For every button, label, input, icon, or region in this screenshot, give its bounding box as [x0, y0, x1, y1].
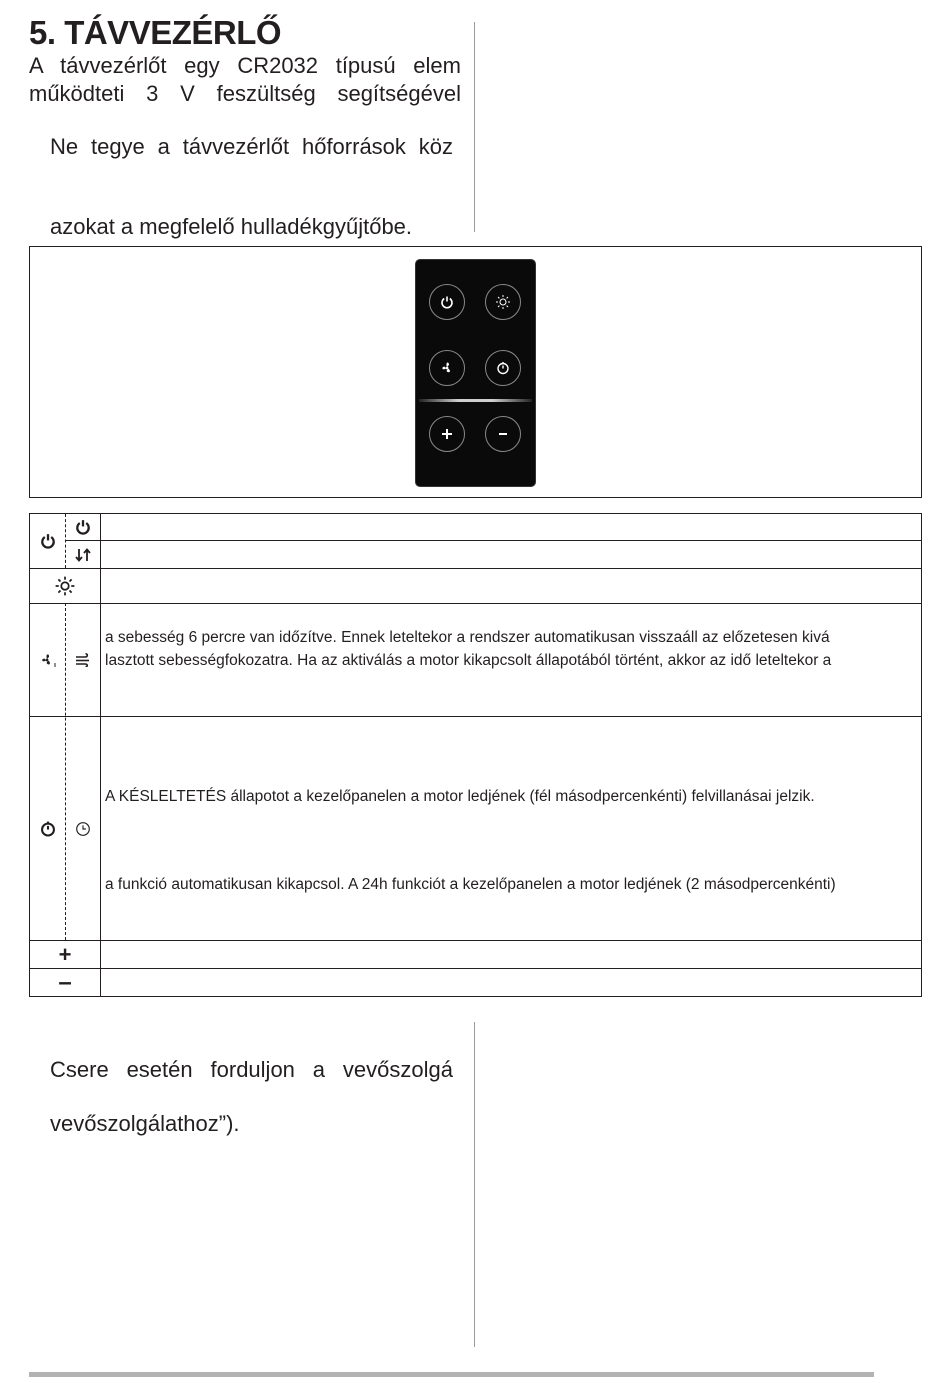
minus-icon: – — [58, 969, 72, 996]
power-icon — [66, 514, 100, 540]
row-divider — [30, 716, 922, 717]
plus-icon: + — [58, 941, 72, 967]
light-icon — [495, 294, 511, 310]
row-divider — [30, 968, 922, 969]
minus-icon — [496, 427, 510, 441]
column-divider — [100, 514, 101, 940]
remote-minus-button — [485, 416, 521, 452]
row-divider — [65, 540, 922, 541]
fan-icon — [439, 360, 455, 376]
intro-line: A távvezérlőt egy CR2032 típusú elem — [29, 53, 461, 78]
remote-light-button — [485, 284, 521, 320]
row-divider — [30, 603, 922, 604]
row-divider — [30, 568, 922, 569]
intensive-text-line: lasztott sebességfokozatra. Ha az aktiválás a motor kikapcsolt állapotából történt, akkor az idő leteltekor a — [105, 652, 832, 669]
remote-timer-button — [485, 350, 521, 386]
intro-paragraph — [29, 52, 461, 108]
service-text-cont: vevőszolgálathoz”). — [50, 1111, 240, 1136]
power-icon — [440, 295, 454, 309]
delay-text-line: a funkció automatikusan kikapcsol. A 24h funkciót a kezelőpanelen a motor ledjének (2 másodpercenkénti) — [105, 876, 836, 893]
intro-line: működteti 3 V feszültség segítségével — [29, 81, 461, 106]
clock-icon — [66, 717, 100, 940]
timer-icon — [496, 361, 510, 375]
footer-rule — [29, 1372, 874, 1377]
remote-control-image — [416, 260, 535, 486]
disposal-text: azokat a megfelelő hulladékgyűjtőbe. — [50, 214, 413, 239]
light-icon — [30, 569, 100, 603]
column-divider — [474, 1022, 475, 1347]
function-table — [29, 513, 922, 997]
column-divider — [474, 22, 475, 232]
remote-plus-button — [429, 416, 465, 452]
service-text: Csere esetén forduljon a vevőszolgá — [50, 1057, 453, 1082]
swap-arrows-icon — [66, 541, 100, 568]
delay-text-line: A KÉSLELTETÉS állapotot a kezelőpanelen a motor ledjének (fél másodpercenkénti) felvillanásai jelzik. — [105, 788, 815, 805]
heat-warning-text: Ne tegye a távvezérlőt hőforrások köz — [50, 134, 453, 159]
page-title: 5. TÁVVEZÉRLŐ — [29, 14, 282, 51]
remote-fan-button — [429, 350, 465, 386]
plus-icon — [440, 427, 454, 441]
remote-power-button — [429, 284, 465, 320]
remote-divider — [419, 399, 532, 402]
intensive-text-line: a sebesség 6 percre van időzítve. Ennek leteltekor a rendszer automatikusan visszaáll az előzetesen kivá — [105, 629, 830, 646]
row-divider — [30, 940, 922, 941]
power-icon — [30, 514, 65, 568]
column-divider — [100, 940, 101, 997]
remote-figure — [29, 246, 922, 498]
fan-icon — [30, 604, 65, 716]
timer-icon — [30, 717, 65, 940]
intensive-wind-icon — [66, 604, 100, 716]
